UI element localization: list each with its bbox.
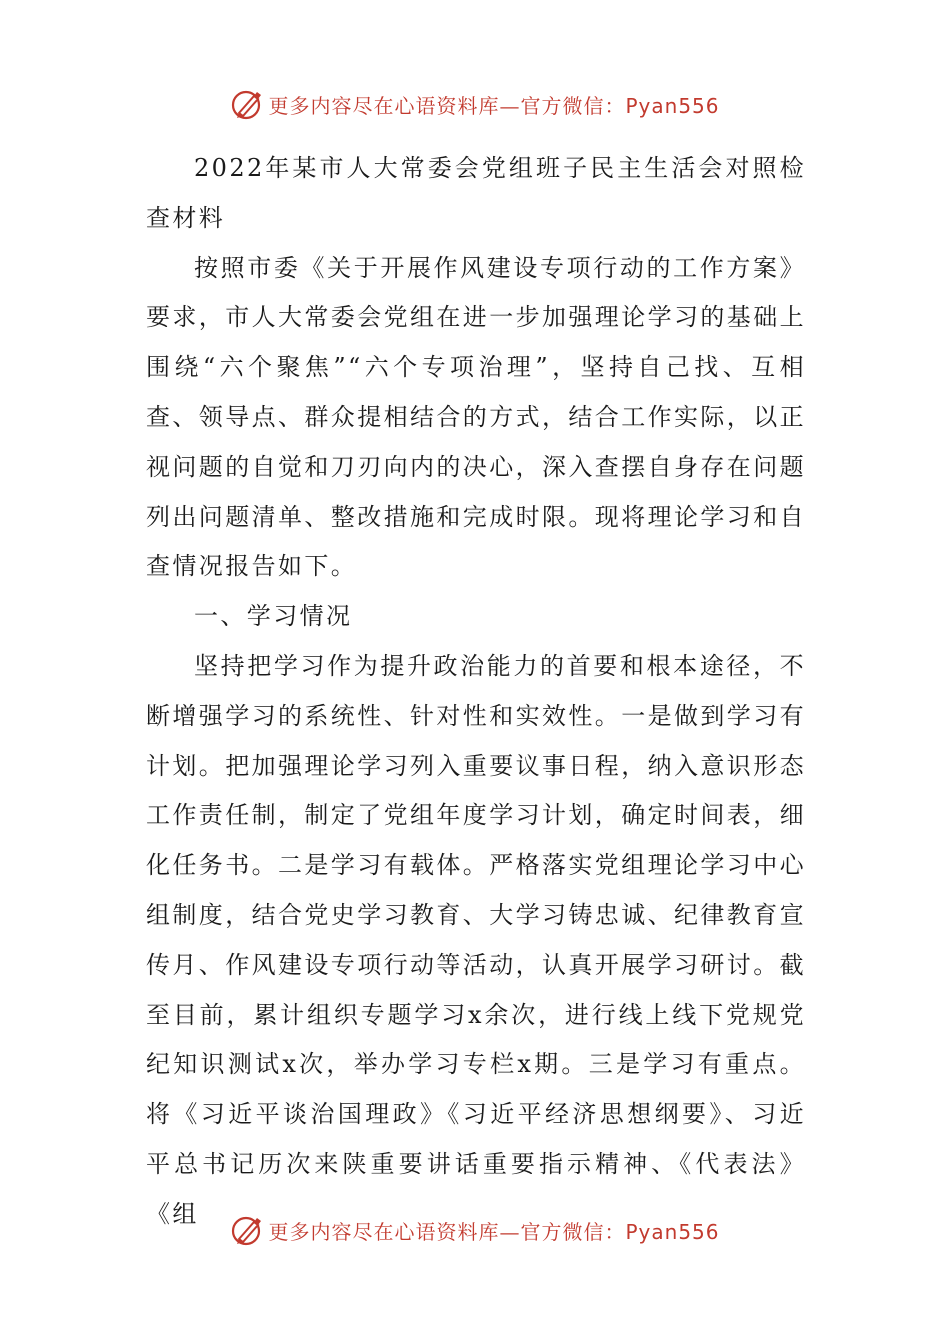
footer-watermark-banner — [0, 1210, 950, 1250]
watermark-text — [268, 90, 719, 119]
pen-logo-icon — [230, 87, 264, 121]
document-body — [146, 144, 806, 1240]
watermark-account: Pyan556 — [625, 93, 720, 118]
watermark-separator: — — [499, 93, 521, 118]
watermark-main-text: 更多内容尽在心语资料库 — [268, 1219, 500, 1244]
watermark-sub-text: 官方微信： — [520, 1219, 626, 1244]
watermark-main-text: 更多内容尽在心语资料库 — [268, 93, 500, 118]
section-heading: 一、学习情况 — [194, 602, 353, 631]
document-title: 2022年某市人大常委会党组班子民主生活会对照检查材料 — [146, 154, 806, 232]
header-watermark-banner — [0, 84, 950, 124]
section-paragraph: 坚持把学习作为提升政治能力的首要和根本途径，不断增强学习的系统性、针对性和实效性。一是做到学习有计划。把加强理论学习列入重要议事日程，纳入意识形态工作责任制，制定了党组年度学习计划，确定时间表，细化任务书。二是学习有载体。严格落实党组理论学习中心组制度，结合党史学习教育、大学习铸忠诚、纪律教育宣传月、作风建设专项行动等活动，认真开展学习研讨。截至目前，累计组织专题学习x余次，进行线上线下党规党纪知识测试x次，举办学习专栏x期。三是学习有重点。将《习近平谈治国理政》《习近平经济思想纲要》、习近平总书记历次来陕重要讲话重要指示精神、《代表法》《组 — [146, 651, 806, 1228]
watermark-separator: — — [499, 1219, 521, 1244]
watermark-text — [268, 1216, 719, 1245]
watermark-account: Pyan556 — [625, 1219, 720, 1244]
intro-paragraph: 按照市委《关于开展作风建设专项行动的工作方案》要求，市人大常委会党组在进一步加强理论学习的基础上围绕“六个聚焦”“六个专项治理”，坚持自己找、互相查、领导点、群众提相结合的方式，结合工作实际，以正视问题的自觉和刀刃向内的决心，深入查摆自身存在问题列出问题清单、整改措施和完成时限。现将理论学习和自查情况报告如下。 — [146, 253, 806, 581]
pen-logo-icon — [230, 1213, 264, 1247]
watermark-sub-text: 官方微信： — [520, 93, 626, 118]
